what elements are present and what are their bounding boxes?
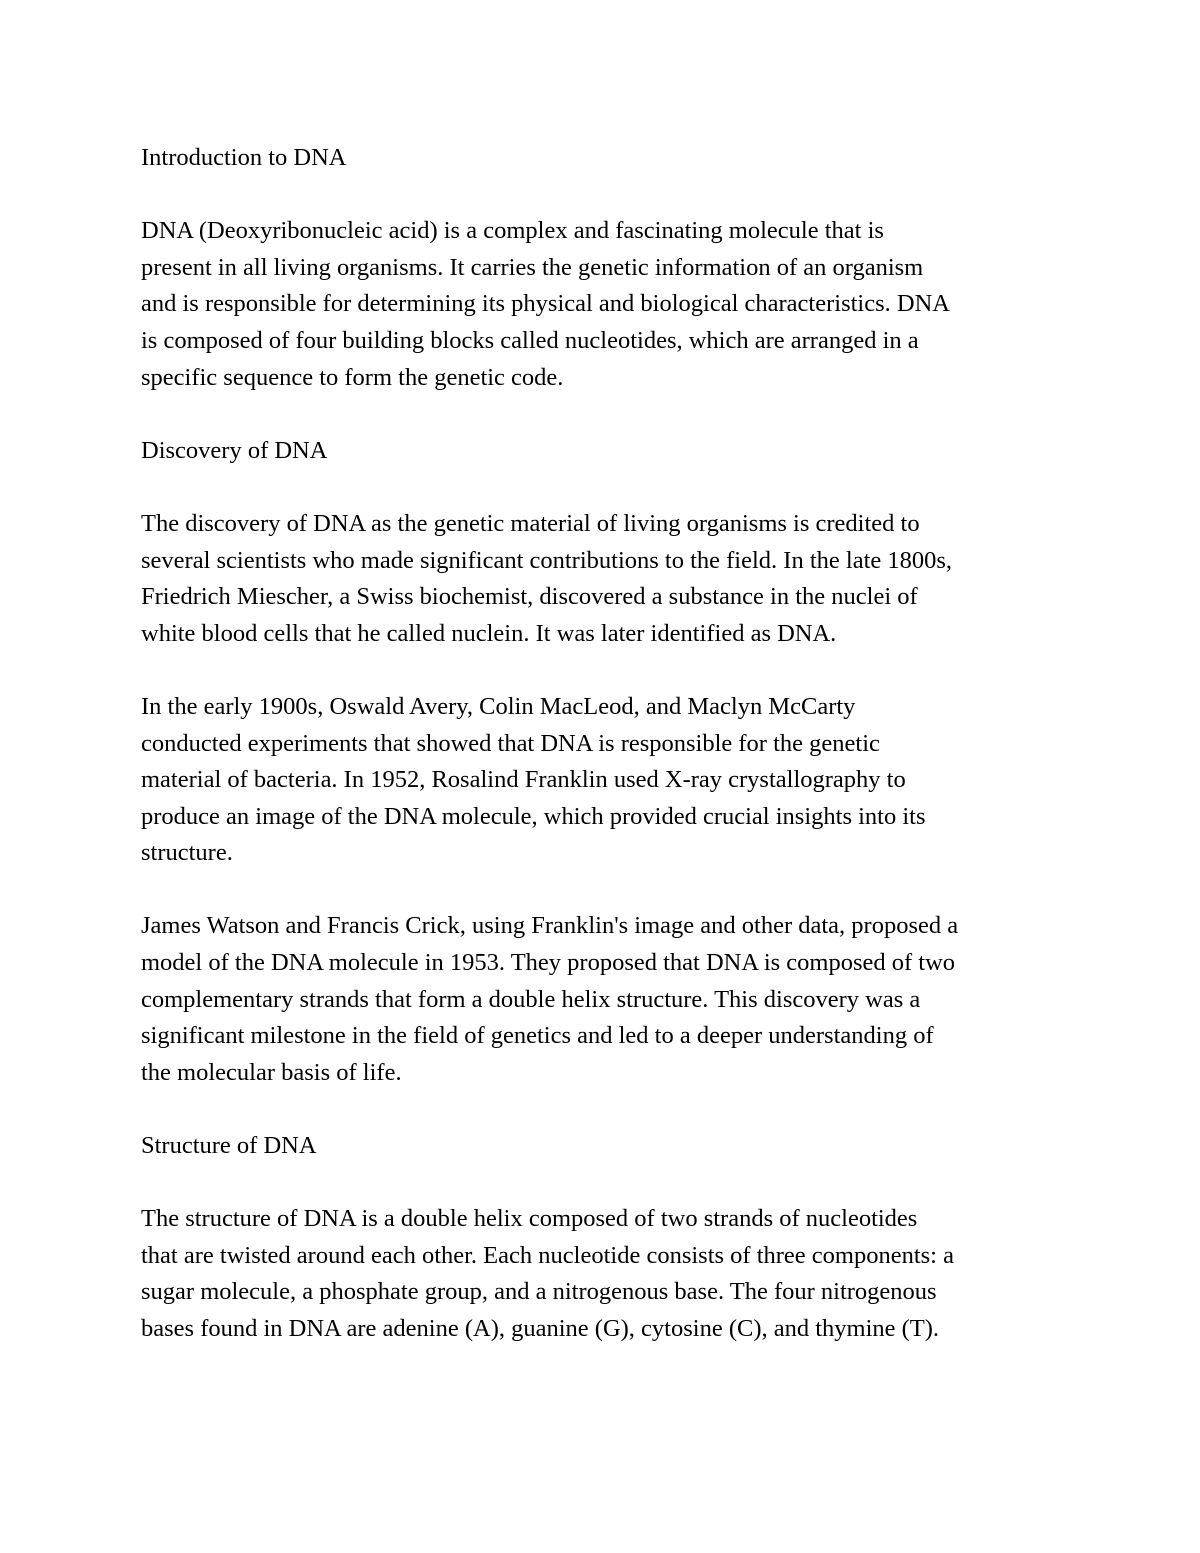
body-paragraph	[141, 213, 1081, 396]
text-line: complementary strands that form a double helix structure. This discovery was a	[141, 985, 921, 1013]
text-line: several scientists who made significant contributions to the field. In the late 1800s,	[141, 546, 953, 574]
text-line: the molecular basis of life.	[141, 1058, 402, 1086]
text-line: James Watson and Francis Crick, using Franklin's image and other data, proposed a	[141, 912, 959, 940]
text-line: white blood cells that he called nuclein. It was later identified as DNA.	[141, 619, 837, 647]
text-line: that are twisted around each other. Each nucleotide consists of three components: a	[141, 1241, 954, 1269]
body-paragraph	[141, 506, 1081, 652]
text-line: material of bacteria. In 1952, Rosalind Franklin used X-ray crystallography to	[141, 766, 906, 794]
text-line: The discovery of DNA as the genetic material of living organisms is credited to	[141, 509, 920, 537]
section-heading: Introduction to DNA	[141, 144, 347, 171]
body-paragraph	[141, 1201, 1081, 1347]
text-line: specific sequence to form the genetic code.	[141, 363, 564, 391]
text-line: bases found in DNA are adenine (A), guanine (G), cytosine (C), and thymine (T).	[141, 1315, 940, 1342]
text-line: sugar molecule, a phosphate group, and a nitrogenous base. The four nitrogenous	[141, 1278, 937, 1306]
text-line: conducted experiments that showed that DNA is responsible for the genetic	[141, 729, 880, 757]
document-body	[141, 140, 1081, 1384]
text-line: present in all living organisms. It carries the genetic information of an organism	[141, 253, 924, 281]
section-heading: Structure of DNA	[141, 1132, 317, 1160]
text-line: produce an image of the DNA molecule, which provided crucial insights into its	[141, 802, 926, 830]
body-paragraph	[141, 689, 1081, 872]
text-line: The structure of DNA is a double helix composed of two strands of nucleotides	[141, 1205, 918, 1233]
body-paragraph	[141, 908, 1081, 1091]
text-line: significant milestone in the field of genetics and led to a deeper understanding of	[141, 1022, 934, 1050]
text-line: and is responsible for determining its physical and biological characteristics. DNA	[141, 290, 950, 318]
text-line: Friedrich Miescher, a Swiss biochemist, discovered a substance in the nuclei of	[141, 583, 918, 611]
text-line: structure.	[141, 839, 233, 867]
text-line: In the early 1900s, Oswald Avery, Colin MacLeod, and Maclyn McCarty	[141, 692, 856, 720]
section-heading: Discovery of DNA	[141, 436, 328, 464]
text-line: model of the DNA molecule in 1953. They proposed that DNA is composed of two	[141, 949, 956, 977]
text-line: is composed of four building blocks called nucleotides, which are arranged in a	[141, 326, 919, 354]
text-line: DNA (Deoxyribonucleic acid) is a complex and fascinating molecule that is	[141, 217, 884, 245]
